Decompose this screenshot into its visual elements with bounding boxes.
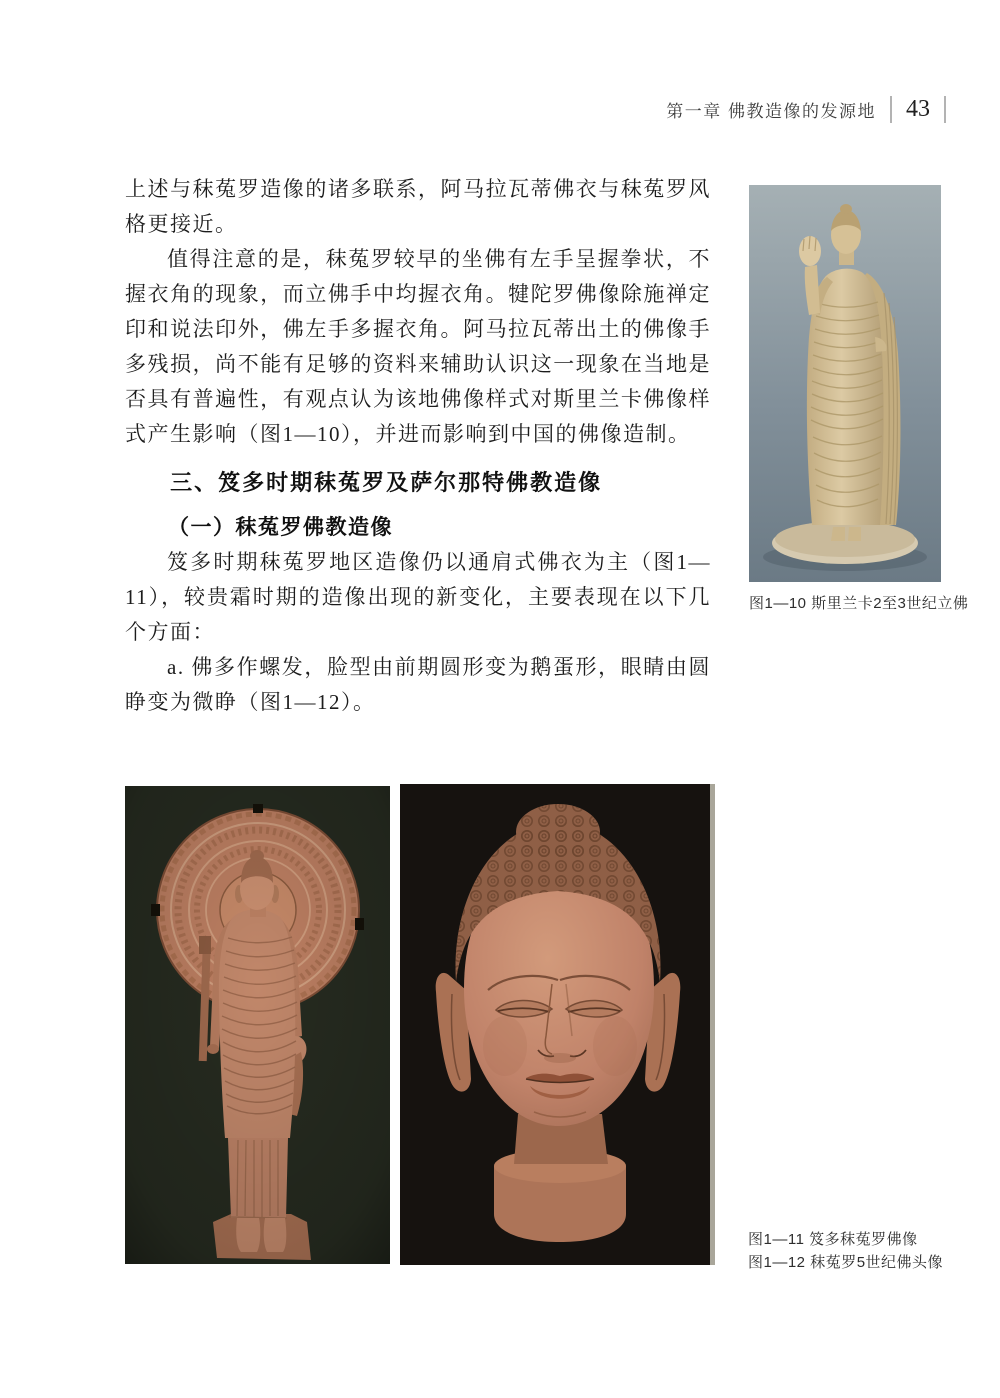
page-number: 43 [906, 95, 930, 122]
figure-1-12-caption: 图1—12 秣菟罗5世纪佛头像 [748, 1254, 944, 1271]
figure-1-10-photo [749, 185, 941, 582]
figure-1-12 [400, 784, 715, 1265]
figure-1-12-photo [400, 784, 715, 1265]
section-heading: 三、笈多时期秣菟罗及萨尔那特佛教造像 [170, 470, 603, 495]
subsection-heading: （一）秣菟罗佛教造像 [168, 515, 394, 539]
paragraph-continuation: 上述与秣菟罗造像的诸多联系，阿马拉瓦蒂佛衣与秣菟罗风格更接近。 [125, 177, 711, 236]
figure-1-11-caption: 图1—11 笈多秣菟罗佛像 [748, 1231, 918, 1248]
running-head-chapter-title: 第一章 佛教造像的发源地 [666, 101, 876, 121]
main-text-column [125, 172, 711, 720]
figure-1-11 [125, 786, 390, 1264]
figure-1-11-photo [125, 786, 390, 1264]
paragraph-4: a. 佛多作螺发，脸型由前期圆形变为鹅蛋形，眼睛由圆睁变为微睁（图1—12）。 [125, 655, 711, 714]
running-head [0, 92, 946, 126]
paragraph-2: 值得注意的是，秣菟罗较早的坐佛有左手呈握拳状，不握衣角的现象，而立佛手中均握衣角。犍陀罗佛像除施禅定印和说法印外，佛左手多握衣角。阿马拉瓦蒂出土的佛像手多残损，尚不能有足够的资料来辅助认识这一现象在当地是否具有普遍性，有观点认为该地佛像样式对斯里兰卡佛像样式产生影响（图1—10），并进而影响到中国的佛像造制。 [125, 247, 711, 446]
header-divider-bar [944, 96, 946, 123]
paragraph-3: 笈多时期秣菟罗地区造像仍以通肩式佛衣为主（图1—11），较贵霜时期的造像出现的新变化，主要表现在以下几个方面： [125, 550, 711, 644]
figure-1-10 [749, 185, 941, 582]
header-divider-bar [890, 96, 892, 123]
figure-1-10-caption: 图1—10 斯里兰卡2至3世纪立佛 [749, 595, 969, 612]
